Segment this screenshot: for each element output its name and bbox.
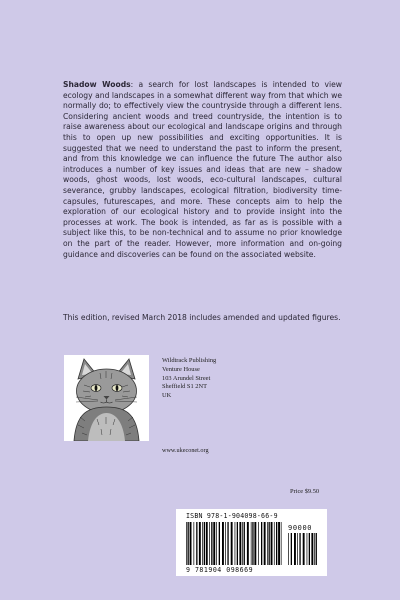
barcode-stripe: [227, 522, 228, 565]
barcode-stripe: [299, 533, 300, 565]
barcode-stripe: [254, 522, 256, 565]
barcode-stripe: [278, 522, 280, 565]
barcode-stripe: [231, 522, 233, 565]
barcode-stripe: [276, 522, 277, 565]
barcode-stripe: [213, 522, 215, 565]
edition-note: This edition, revised March 2018 includes amended and updated figures.: [63, 313, 341, 322]
barcode-stripe: [188, 522, 189, 565]
barcode-stripe: [303, 533, 305, 565]
isbn-text: ISBN 978-1-904098-66-9: [186, 512, 278, 520]
book-title: Shadow Woods: [63, 80, 131, 89]
barcode-stripe: [291, 533, 292, 565]
barcode-stripe: [225, 522, 226, 565]
barcode-stripe: [261, 522, 262, 565]
barcode-stripe: [186, 522, 187, 565]
barcode-stripe: [294, 533, 296, 565]
barcode-stripe: [196, 522, 197, 565]
barcode-stripe: [204, 522, 205, 565]
address-line: Venture House: [162, 365, 200, 373]
barcode-stripe: [237, 522, 238, 565]
barcode-stripe: [297, 533, 298, 565]
cat-sketch-icon: [64, 355, 149, 441]
barcode-stripe: [239, 522, 241, 565]
barcode-stripe: [264, 522, 266, 565]
barcode-stripe: [209, 522, 210, 565]
barcode-stripe: [206, 522, 208, 565]
barcode-stripe: [267, 522, 268, 565]
barcode-panel: [176, 509, 327, 576]
barcode-stripe: [252, 522, 253, 565]
barcode-stripe: [199, 522, 201, 565]
publisher-address: [162, 357, 216, 401]
barcode-stripe: [311, 533, 313, 565]
publisher-name: Wildtrack Publishing: [162, 357, 217, 364]
barcode-stripe: [309, 533, 310, 565]
barcode-stripe: [269, 522, 270, 565]
barcode-stripe: [288, 533, 289, 565]
barcode-stripe: [222, 522, 224, 565]
blurb-body: : a search for lost landscapes is intended to view ecology and landscapes in a somewhat different way from that which we normally do; to effectively view the countryside through a different lens. Considering ancient woods and treed countryside, the intention is to raise awareness about our ecological and landscape origins and through this to open up new possibilities and exciting opportunities. It is suggested that we need to understand the past to inform the present, and from this knowledge we can influence the future The author also introduces a number of key issues and ideas that are new – shadow woods, ghost woods, lost woods, eco-cultural landscapes, cultural severance, grubby landscapes, ecological filtration, biodiversity time-capsules, futurescapes, and more. These concepts aim to help the exploration of our ecological history and to provide insight into the processes at work. The book is intended, as far as is possible with a subject like this, to be non-technical and to assume no prior knowledge on the part of the reader. However, more information and on-going guidance and discoveries can be found on the associated website.: [63, 80, 343, 259]
barcode-stripe: [314, 533, 315, 565]
barcode-stripe: [307, 533, 308, 565]
barcode-stripe: [247, 522, 249, 565]
barcode-stripe: [244, 522, 245, 565]
address-line: Sheffield S1 2NT: [162, 383, 207, 391]
barcode-stripe: [211, 522, 212, 565]
price-label: Price $9.50: [290, 488, 320, 495]
barcode-stripe: [235, 522, 236, 565]
address-country: UK: [162, 392, 172, 400]
barcode-stripe: [194, 522, 195, 565]
blurb-text: [63, 80, 342, 260]
price-addon-code: 90000: [288, 524, 313, 532]
barcode-stripe: [271, 522, 273, 565]
barcode-stripe: [316, 533, 317, 565]
address-line: 103 Arundel Street: [162, 374, 211, 382]
barcode-stripe: [258, 522, 259, 565]
barcode-stripe: [251, 522, 252, 565]
barcode-stripe: [281, 522, 282, 565]
barcode-stripe: [190, 522, 192, 565]
barcode-stripe: [216, 522, 217, 565]
barcode-stripe: [202, 522, 203, 565]
website-url: www.ukeconet.org: [162, 447, 209, 454]
barcode-stripe: [274, 522, 275, 565]
ean-digits: 9 781904 098669: [186, 566, 254, 574]
barcode-stripe: [242, 522, 243, 565]
cat-illustration: [64, 355, 149, 441]
barcode-stripe: [219, 522, 220, 565]
